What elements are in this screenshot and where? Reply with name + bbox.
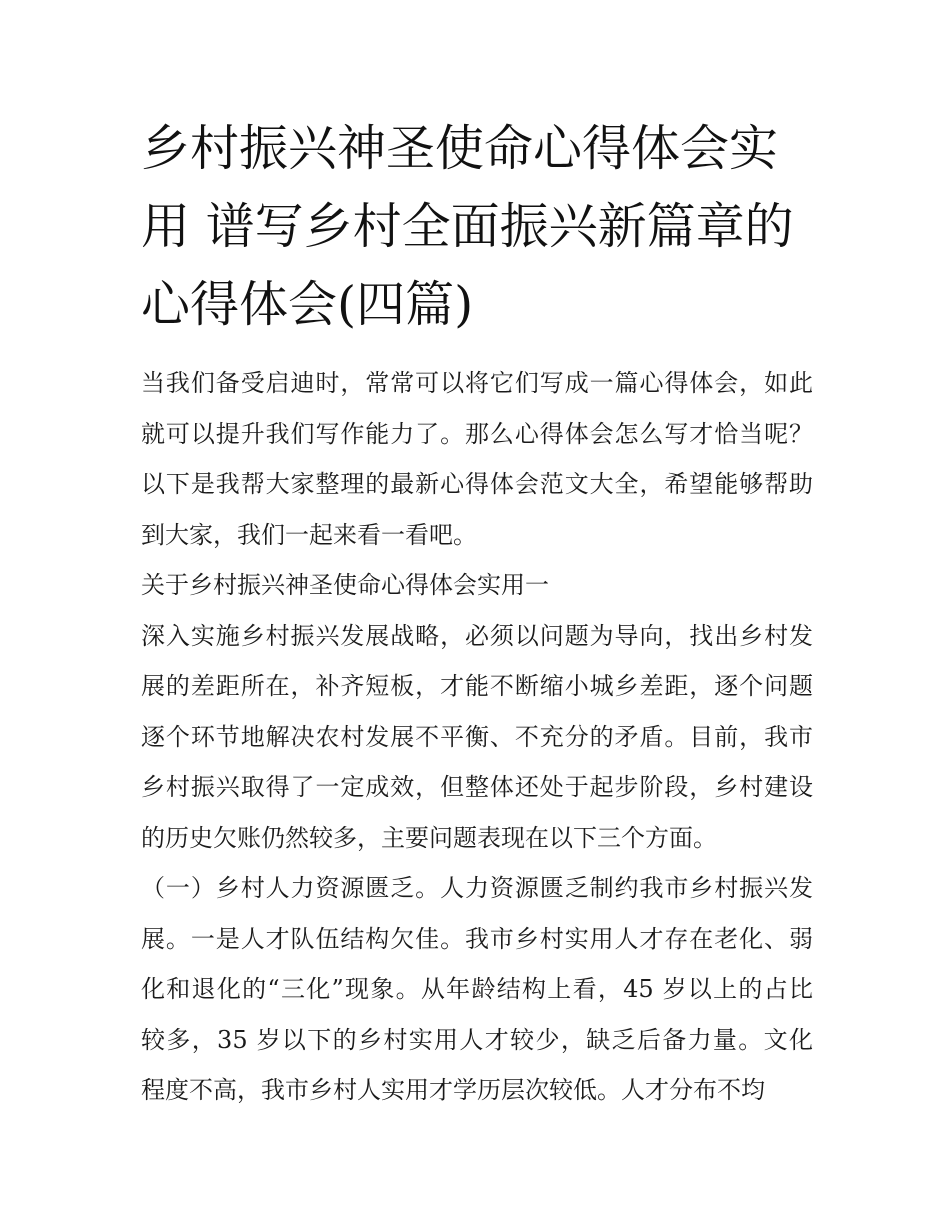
text-line: 以下是我帮大家整理的最新心得体会范文大全，希望能够帮助 (141, 470, 813, 498)
intro-paragraph (141, 358, 813, 560)
text-line: 的历史欠账仍然较多，主要问题表现在以下三个方面。 (141, 823, 717, 852)
body-paragraph-2 (141, 863, 813, 1116)
text-line: 当我们备受启迪时，常常可以将它们写成一篇心得体会，如此 (141, 369, 813, 397)
title-line: 用 谱写乡村全面振兴新篇章的 (141, 198, 794, 255)
text-line: 逐个环节地解决农村发展不平衡、不充分的矛盾。目前，我市 (141, 722, 813, 751)
text-line: 就可以提升我们写作能力了。那么心得体会怎么写才恰当呢？ (141, 419, 813, 448)
title-line: 乡村振兴神圣使命心得体会实 (141, 120, 779, 177)
text-line: 化和退化的“三化”现象。从年龄结构上看，45 岁以上的占比 (141, 975, 813, 1003)
text-line: 到大家，我们一起来看一看吧。 (141, 520, 477, 549)
text-line: 展。一是人才队伍结构欠佳。我市乡村实用人才存在老化、弱 (141, 924, 813, 953)
text-line: 关于乡村振兴神圣使命心得体会实用一 (141, 571, 549, 599)
body-paragraph-1 (141, 611, 813, 864)
text-line: （一）乡村人力资源匮乏。人力资源匮乏制约我市乡村振兴发 (141, 874, 813, 902)
document-body (141, 358, 813, 1116)
document-content (141, 110, 813, 1116)
text-line: 程度不高，我市乡村人实用才学历层次较低。人才分布不均 (141, 1076, 765, 1104)
section-heading (141, 560, 813, 611)
text-line: 较多，35 岁以下的乡村实用人才较少，缺乏后备力量。文化 (141, 1025, 813, 1054)
title-line: 心得体会(四篇) (141, 276, 474, 333)
text-line: 乡村振兴取得了一定成效，但整体还处于起步阶段，乡村建设 (141, 773, 813, 801)
text-line: 展的差距所在，补齐短板，才能不断缩小城乡差距，逐个问题 (141, 672, 813, 700)
document-title (141, 110, 813, 344)
text-line: 深入实施乡村振兴发展战略，必须以问题为导向，找出乡村发 (141, 621, 813, 650)
